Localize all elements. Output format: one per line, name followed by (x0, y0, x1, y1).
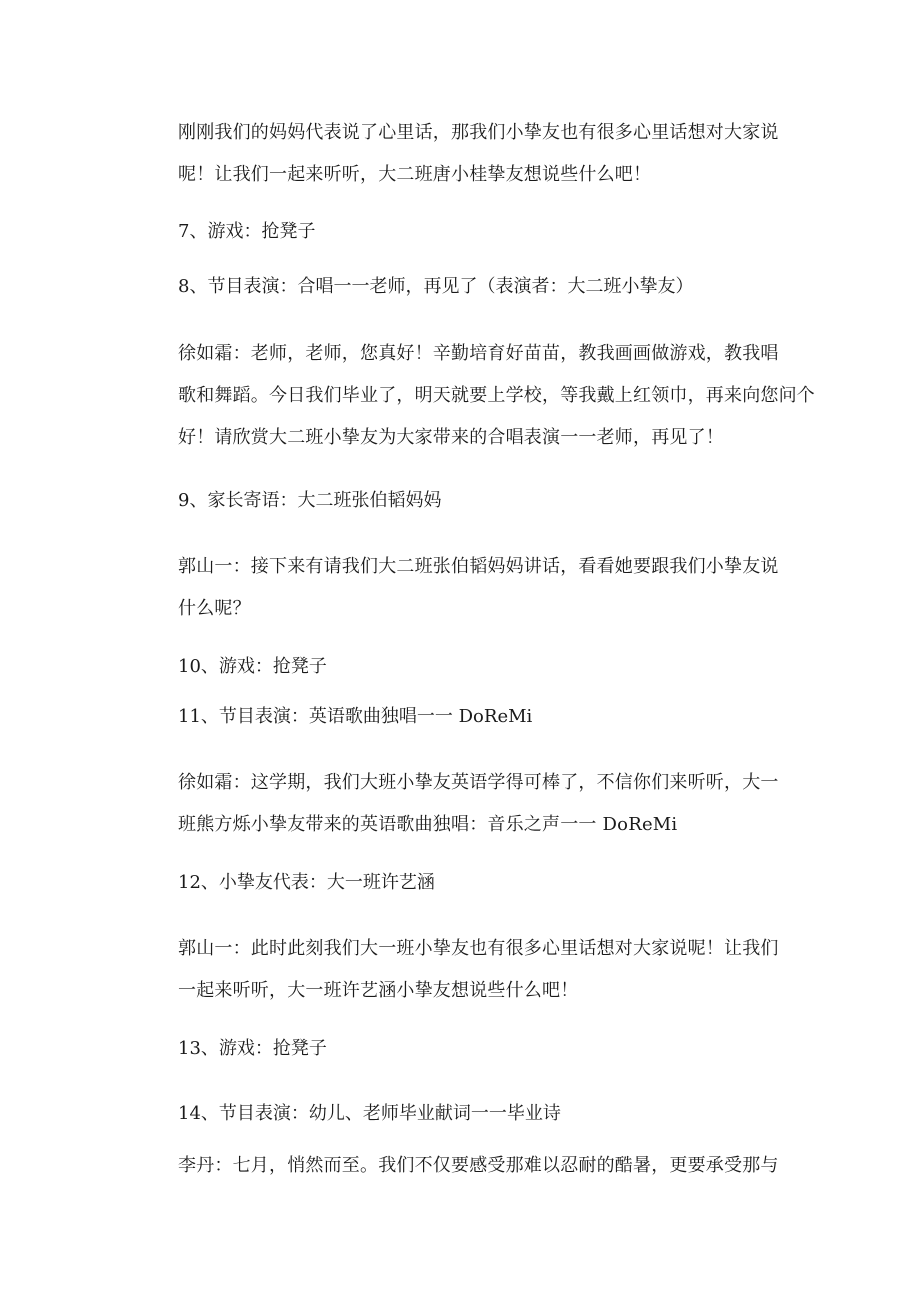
paragraph-line: 李丹：七月，悄然而至。我们不仅要感受那难以忍耐的酷暑，更要承受那与 (178, 1155, 779, 1176)
paragraph-line: 一起来听听，大一班许艺涵小挚友想说些什么吧！ (178, 980, 579, 1001)
program-item-9: 9、家长寄语：大二班张伯韬妈妈 (178, 490, 442, 511)
paragraph-guo-invite (178, 546, 790, 630)
paragraph-line: 呢！让我们一起来听听，大二班唐小桂挚友想说些什么吧！ (178, 164, 652, 185)
paragraph-xu-teacher (178, 333, 815, 459)
paragraph-line: 郭山一：接下来有请我们大二班张伯韬妈妈讲话，看看她要跟我们小挚友说 (178, 556, 779, 577)
paragraph-xu-english (178, 762, 790, 846)
paragraph-intro (178, 112, 790, 196)
paragraph-line: 班熊方烁小挚友带来的英语歌曲独唱：音乐之声一一 DoReMi (178, 814, 678, 835)
paragraph-line: 郭山一：此时此刻我们大一班小挚友也有很多心里话想对大家说呢！让我们 (178, 938, 779, 959)
program-item-7: 7、游戏：抢凳子 (178, 221, 316, 242)
program-item-12: 12、小挚友代表：大一班许艺涵 (178, 872, 435, 893)
program-item-13: 13、游戏：抢凳子 (178, 1038, 327, 1059)
paragraph-line: 好！请欣赏大二班小挚友为大家带来的合唱表演一一老师，再见了！ (178, 427, 724, 448)
program-item-14: 14、节目表演：幼儿、老师毕业献词一一毕业诗 (178, 1103, 561, 1124)
paragraph-line: 徐如霜：这学期，我们大班小挚友英语学得可棒了，不信你们来听听，大一 (178, 772, 779, 793)
paragraph-guo-class1 (178, 928, 790, 1012)
program-item-11: 11、节目表演：英语歌曲独唱一一 DoReMi (178, 706, 533, 727)
paragraph-line: 歌和舞蹈。今日我们毕业了，明天就要上学校，等我戴上红领巾，再来向您问个 (178, 385, 815, 406)
program-item-8: 8、节目表演：合唱一一老师，再见了（表演者：大二班小挚友） (178, 276, 694, 297)
program-item-10: 10、游戏：抢凳子 (178, 656, 327, 677)
paragraph-line: 徐如霜：老师，老师，您真好！辛勤培育好苗苗，教我画画做游戏，教我唱 (178, 343, 779, 364)
paragraph-line: 刚刚我们的妈妈代表说了心里话，那我们小挚友也有很多心里话想对大家说 (178, 122, 779, 143)
paragraph-line: 什么呢？ (178, 598, 251, 619)
paragraph-li-dan (178, 1145, 790, 1187)
